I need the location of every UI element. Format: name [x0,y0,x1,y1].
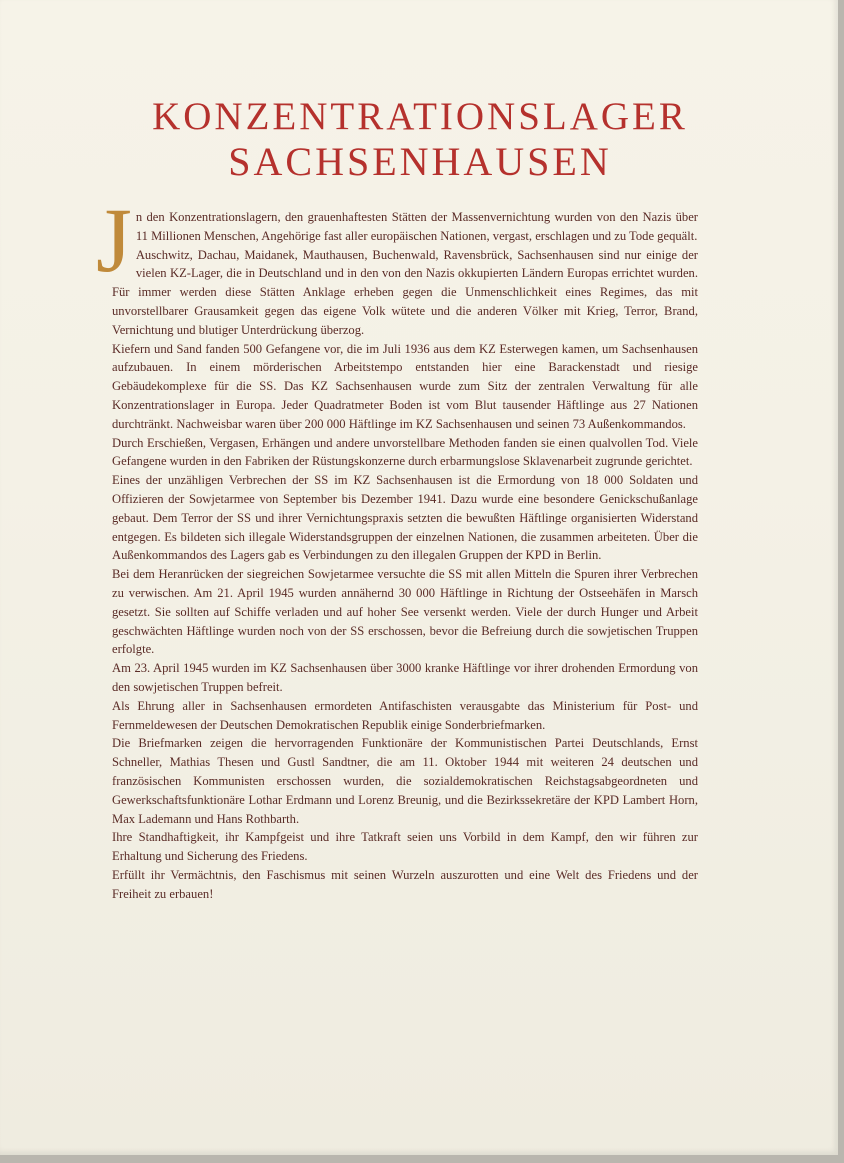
paragraph-8: Als Ehrung aller in Sachsenhausen ermordeten Antifaschisten verausgabte das Ministerium für Post- und Fernmeldewesen der Deutschen Demokratischen Republik einige Sonderbriefmarken. [112,698,698,732]
paragraph-6: Bei dem Heranrücken der siegreichen Sowjetarmee versuchte die SS mit allen Mitteln die Spuren ihrer Verbrechen zu verwischen. Am 21. April 1945 wurden annähernd 30 000 Häftlinge in Richtung der Ostseehäfen in Marsch gesetzt. Sie sollten auf Schiffe verladen und auf hoher See versenkt werden. Viele der durch Hunger und Arbeit geschwächten Häftlinge wurden noch von der SS erschossen, bevor die Befreiung durch die sowjetischen Truppen erfolgte. [112,567,698,657]
paragraph-10: Ihre Standhaftigkeit, ihr Kampfgeist und ihre Tatkraft seien uns Vorbild in dem Kampf, den wir führen zur Erhaltung und Sicherung des Friedens. [112,830,698,864]
drop-cap: J [96,189,132,291]
paragraph-9: Die Briefmarken zeigen die hervorragenden Funktionäre der Kommunistischen Partei Deutschlands, Ernst Schneller, Mathias Thesen und Gustl Sandtner, die am 11. Oktober 1944 mit weiteren 24 deutschen und französischen Kommunisten erschossen wurden, die sozialdemokratischen Reichstagsabgeordneten und Gewerkschaftsfunktionäre Lothar Erdmann und Lorenz Breunig, und die Bezirkssekretäre der KPD Lambert Horn, Max Lademann und Hans Rothbarth. [112,736,698,826]
paragraph-1-text: n den Konzentrationslagern, den grauenhaftesten Stätten der Massenvernichtung wurden von den Nazis über 11 Millionen Menschen, Angehörige fast aller europäischen Nationen, vergast, erschlagen und zu Tode gequält. [135,210,698,243]
paragraph-1 [96,189,698,291]
paragraph-3: Kiefern und Sand fanden 500 Gefangene vor, die im Juli 1936 aus dem KZ Esterwegen kamen, um Sachsenhausen aufzubauen. In einem mörderischen Arbeitstempo entstanden hier eine Barackenstadt und riesige Gebäudekomplexe für die SS. Das KZ Sachsenhausen wurde zum Sitz der zentralen Verwaltung für alle Konzentrationslager in Europa. Jeder Quadratmeter Boden ist vom Blut tausender Häftlinge aus 27 Nationen durchtränkt. Nachweisbar waren über 200 000 Häftlinge im KZ Sachsenhausen und seinen 73 Außenkommandos. [112,341,698,431]
page-title-line-1: KONZENTRATIONSLAGER [152,95,688,138]
paragraph-5: Eines der unzähligen Verbrechen der SS im KZ Sachsenhausen ist die Ermordung von 18 000 Soldaten und Offizieren der Sowjetarmee von September bis Dezember 1941. Dazu wurde eine besondere Genickschußanlage gebaut. Dem Terror der SS und ihrer Vernichtungspraxis setzten die bewußten Häftlinge organisierten Widerstand entgegen. Es bildeten sich illegale Widerstandsgruppen der einzelnen Nationen, die zusammen arbeiteten. Über die Außenkommandos des Lagers gab es Verbindungen zu den illegalen Gruppen der KPD in Berlin. [112,473,698,563]
body-text [96,189,698,903]
paragraph-7: Am 23. April 1945 wurden im KZ Sachsenhausen über 3000 kranke Häftlinge vor ihrer drohenden Ermordung von den sowjetischen Truppen befreit. [112,661,698,694]
paragraph-2: Auschwitz, Dachau, Maidanek, Mauthausen, Buchenwald, Ravensbrück, Sachsenhausen sind nur einige der vielen KZ-Lager, die in Deutschland und in den von den Nazis okkupierten Ländern Europas errichtet wurden. Für immer werden diese Stätten Anklage erheben gegen die Unmenschlichkeit eines Regimes, das mit unvorstellbarer Grausamkeit gegen das eigene Volk wütete und die anderen Völker mit Krieg, Terror, Brand, Vernichtung und blutiger Unterdrückung überzog. [112,247,698,337]
paragraph-11: Erfüllt ihr Vermächtnis, den Faschismus mit seinen Wurzeln auszurotten und eine Welt des Friedens und der Freiheit zu erbauen! [112,867,698,901]
page-title-line-2: SACHSENHAUSEN [228,139,612,184]
paragraph-4: Durch Erschießen, Vergasen, Erhängen und andere unvorstellbare Methoden fanden sie einen qualvollen Tod. Viele Gefangene wurden in den Fabriken der Rüstungskonzerne durch erbarmungslose Sklavenarbeit zugrunde gerichtet. [112,435,698,469]
